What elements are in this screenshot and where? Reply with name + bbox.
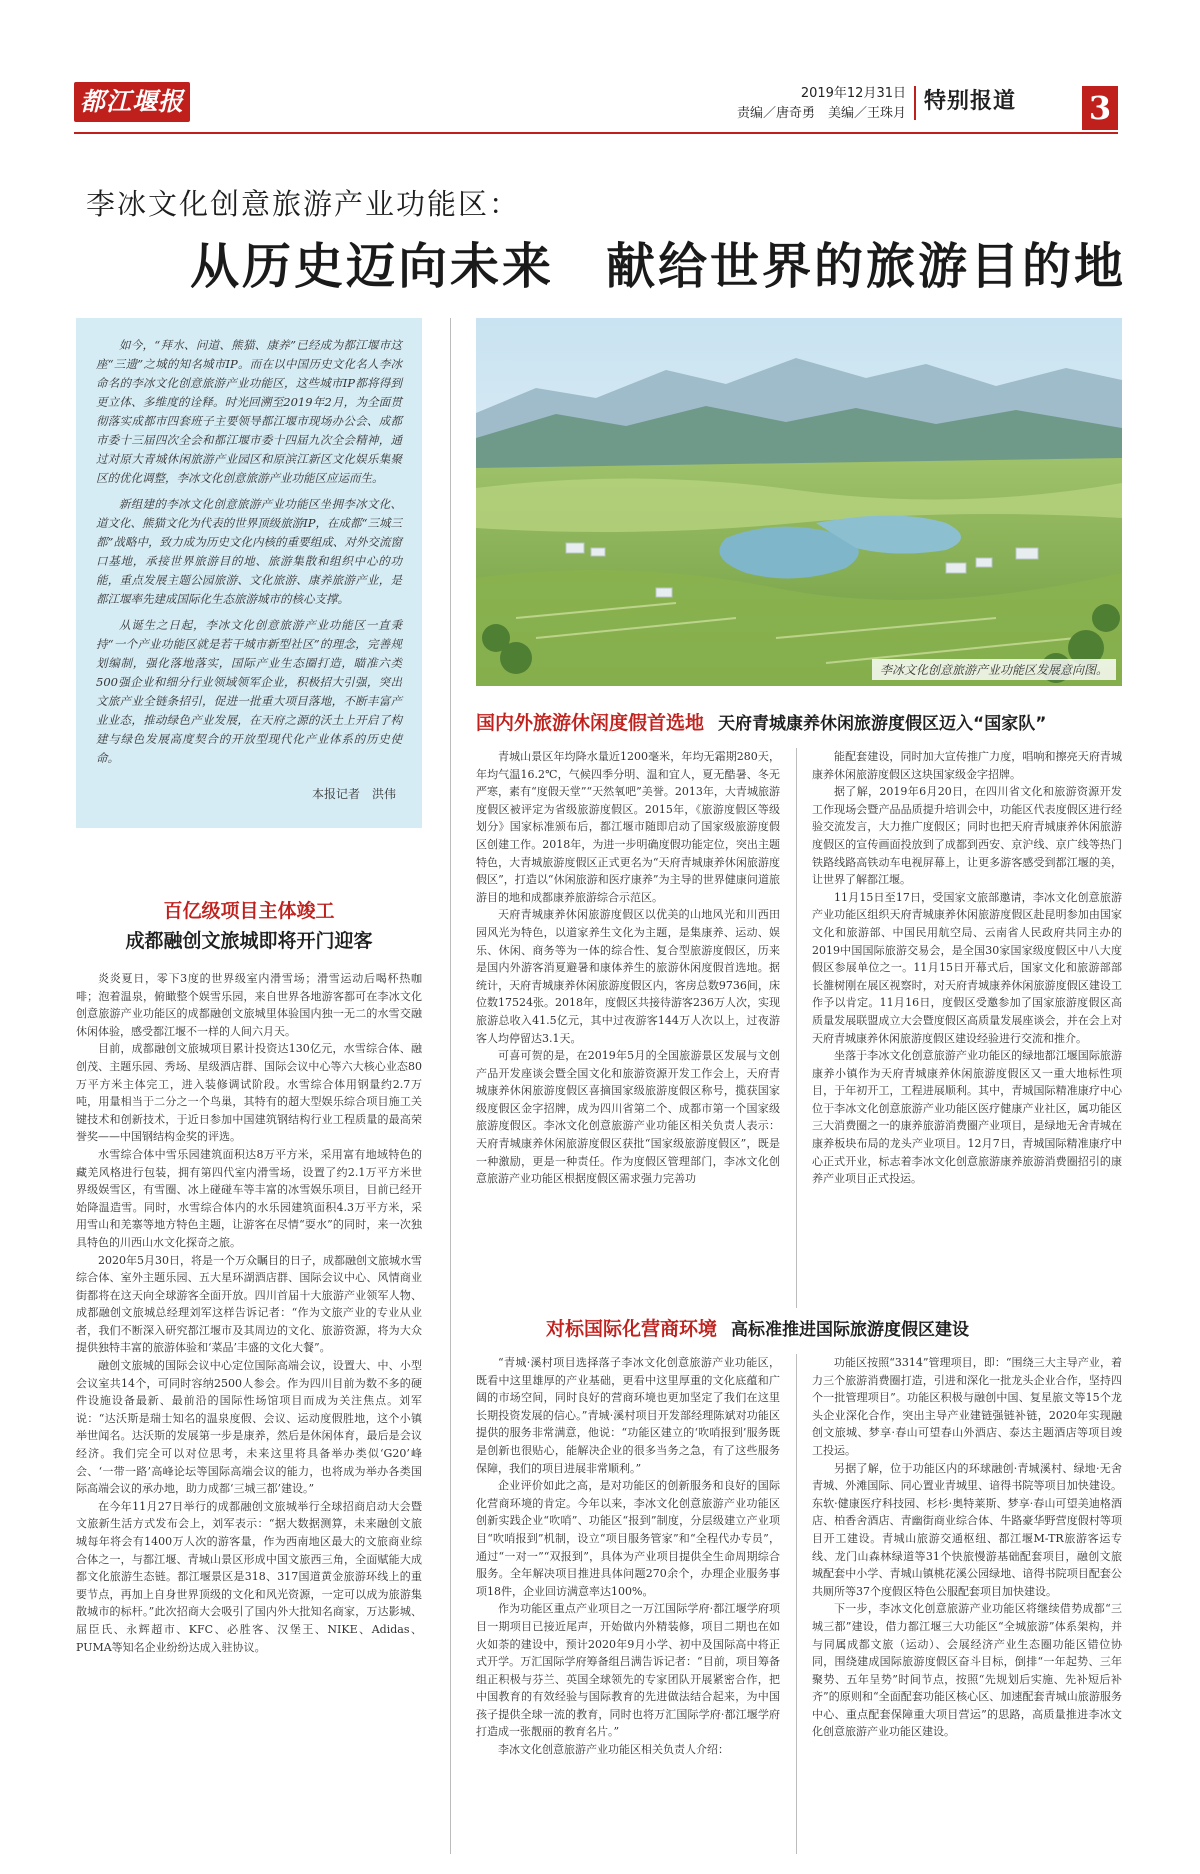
body-paragraph: 作为功能区重点产业项目之一万江国际学府·都江堰学府项目一期项目已接近尾声，开始做内外精装修，项目二期也在如火如荼的建设中，预计2020年9月小学、初中及国际高中将正式开学。万汇国际学府筹备组吕满告诉记者：“目前，项目筹备组正积极与芬兰、英国全球领先的专家团队开展紧密合作，把中国教育的有效经验与国际教育的先进做法结合起来，为中国孩子提供全球一流的教育，同时也将万汇国际学府·都江堰学府打造成一张靓丽的教育名片。”	[476, 1602, 780, 1739]
column-divider	[450, 318, 451, 1854]
body-paragraph: 炎炎夏日，零下3度的世界级室内滑雪场；滑雪运动后喝杯热咖啡；泡着温泉，俯瞰整个娱雪乐园，来自世界各地游客都可在李冰文化创意旅游产业功能区的成都融创文旅城里体验国内独一无二的水雪交融休闲体验，感受都江堰不一样的人间六月天。	[76, 972, 422, 1038]
body-paragraph: 下一步，李冰文化创意旅游产业功能区将继续借势成都“三城三都”建设，借力都江堰三大功能区“全城旅游”体系架构，并与同属成都文旅（运动）、会展经济产业生态圈功能区错位协同，围绕建成国际旅游度假区奋斗目标，倒排“一年起势、三年聚势、五年呈势”时间节点，按照“先规划后实施、先补短后补齐”的原则和“全面配套功能区核心区、加速配套青城山旅游服务中心、重点配套保障重大项目营运”的思路，高质量推进李冰文化创意旅游产业功能区建设。	[812, 1602, 1122, 1739]
section-name: 特别报道	[924, 89, 1017, 114]
body-paragraph: 融创文旅城的国际会议中心定位国际高端会议，设置大、中、小型会议室共14个，可同时容纳2500人参会。作为四川目前为数不多的硬件设施设备最新、最前沿的国际性场馆项目而成为关注焦点。刘军说：“达沃斯是瑞士知名的温泉度假、会议、运动度假胜地，这个小镇举世闻名。达沃斯的发展第一步是康养，然后是休闲体育，最后是会议经济。我们完全可以对位思考，未来这里将具备举办类似‘G20’峰会、‘一带一路’高峰论坛等国际高端会议的能力，也将成为举办各类国际高端会议的承办地，助力成都‘三城三都’建设。”	[76, 1359, 422, 1496]
page-title: 从历史迈向未来 献给世界的旅游目的地	[190, 237, 1127, 295]
section2-heading-black: 高标准推进国际旅游度假区建设	[731, 1320, 970, 1340]
section1-column-a	[476, 748, 780, 1308]
column-divider	[796, 748, 797, 1308]
body-paragraph: 企业评价如此之高，是对功能区的创新服务和良好的国际化营商环境的肯定。今年以来，李冰文化创意旅游产业功能区创新实践企业“吹哨”、功能区“报到”制度，分层级建立产业项目“吹哨报到”机制，设立“项目服务管家”和“全程代办专员”，通过“一对一”“双报到”，具体为产业项目提供全生命周期综合服务。全年解决项目推进具体问题270余个，办理企业服务事项18件，企业回访满意率达100%。	[476, 1479, 780, 1598]
body-paragraph: 在今年11月27日举行的成都融创文旅城举行全球招商启动大会暨文旅新生活方式发布会上，刘军表示：“据大数据测算，未来融创文旅城每年将会有1400万人次的游客量，作为西南地区最大的文旅商业综合体之一，与都江堰、青城山景区形成中国文旅西三角，全面赋能大成都文化旅游生态链。都江堰景区是318、317国道黄金旅游环线上的重要节点，再加上自身世界顶级的文化和风光资源，一定可以成为旅游集散城市的标杆。”此次招商大会吸引了国内外大批知名商家，万达影城、屈臣氏、永辉超市、KFC、必胜客、汉堡王、NIKE、Adidas、PUMA等知名企业纷纷达成入驻协议。	[76, 1499, 422, 1654]
section1-heading-red: 国内外旅游休闲度假首选地	[476, 712, 705, 734]
header-rule	[74, 132, 1118, 134]
body-paragraph: 天府青城康养休闲旅游度假区以优美的山地风光和川西田园风光为特色，以道家养生文化为主题，是集康养、运动、娱乐、休闲、商务等为一体的综合性、复合型旅游度假区，历来是国内外游客消夏避暑和康体养生的旅游休闲度假首选地。据统计，天府青城康养休闲旅游度假区内，客房总数9736间，床位数17524张。2018年，度假区共接待游客236万人次，实现旅游总收入41.5亿元，其中过夜游客144万人次以上，过夜游客人均停留达3.1天。	[476, 908, 780, 1045]
body-paragraph: 青城山景区年均降水量近1200毫米，年均无霜期280天，年均气温16.2℃，气候四季分明、温和宜人，夏无酷暑、冬无严寒，素有“度假天堂”“天然氧吧”美誉。2013年，大青城旅游度假区被评定为省级旅游度假区。2015年，《旅游度假区等级划分》国家标准颁布后，都江堰市随即启动了国家级旅游度假区创建工作。2018年，为进一步明确度假功能定位，突出主题特色，大青城旅游度假区正式更名为“天府青城康养休闲旅游度假区”，打造以“休闲旅游和医疗康养”为主导的世界健康问道旅游目的地和成都康养旅游综合示范区。	[476, 750, 780, 904]
column-divider	[796, 1354, 797, 1854]
intro-paragraph: 如今，“拜水、问道、熊猫、康养”已经成为都江堰市这座“三遗”之城的知名城市IP。而在以中国历史文化名人李冰命名的李冰文化创意旅游产业功能区，这些城市IP都将得到更立体、多维度的诠释。时光回溯至2019年2月，为全面贯彻落实成都市四套班子主要领导都江堰市现场办公会、成都市委十三届四次全会和都江堰市委十四届九次全会精神，通过对原大青城休闲旅游产业园区和原滨江新区文化娱乐集聚区的优化调整，李冰文化创意旅游产业功能区应运而生。	[96, 338, 402, 485]
body-paragraph: 11月15日至17日，受国家文旅部邀请，李冰文化创意旅游产业功能区组织天府青城康养休闲旅游度假区赴昆明参加由国家文化和旅游部、中国民用航空局、云南省人民政府共同主办的2019中国国际旅游交易会，是全国30家国家级度假区中八大度假区参展单位之一。11月15日开幕式后，国家文化和旅游部部长雒树刚在展区视察时，对天府青城康养休闲旅游度假区建设工作予以肯定。11月16日，度假区受邀参加了国家旅游度假区高质量发展联盟成立大会暨度假区高质量发展座谈会，并在会上对天府青城康养休闲旅游度假区建设经验进行交流和推介。	[812, 890, 1122, 1045]
hero-illustration	[476, 318, 1122, 686]
section2-column-b	[812, 1354, 1122, 1854]
issue-date: 2019年12月31日	[800, 86, 906, 101]
section3-column	[76, 970, 422, 1854]
body-paragraph: 据了解，2019年6月20日，在四川省文化和旅游资源开发工作现场会暨产品品质提升培训会中，功能区代表度假区进行经验交流发言，大力推广度假区；同时也把天府青城康养休闲旅游度假区的宣传画面投放到了成都到西安、京沪线、京广线等热门铁路线路高铁动车电视屏幕上，让更多游客感受到都江堰的美，让世界了解都江堰。	[812, 785, 1122, 887]
body-paragraph: 另据了解，位于功能区内的环球融创·青城溪村、绿地·无舍青城、外滩国际、同心置业青城里、谙得书院等项目加快建设。东软·健康医疗科技园、杉杉·奥特莱斯、梦享·春山可望美迪格酒店、柏香舍酒店、青幽街商业综合体、牛路豪华野营度假村等项目开工建设。青城山旅游交通枢纽、都江堰M-TR旅游客运专线、龙门山森林绿道等31个快旅慢游基础配套项目，融创文旅城配套中小学、青城山镇桃花溪公园绿地、谙得书院项目配套公共厕所等37个度假区特色公服配套项目加快建设。	[812, 1461, 1122, 1598]
header-divider	[914, 86, 916, 120]
intro-paragraph: 新组建的李冰文化创意旅游产业功能区坐拥李冰文化、道文化、熊猫文化为代表的世界顶级旅游IP，在成都“三城三都”战略中，致力成为历史文化内核的重要组成、对外交流窗口基地，承接世界旅游目的地、旅游集散和组织中心的功能，重点发展主题公园旅游、文化旅游、康养旅游产业，是都江堰率先建成国际化生态旅游城市的核心支撑。	[96, 497, 402, 606]
body-paragraph: 能配套建设，同时加大宣传推广力度，唱响和擦亮天府青城康养休闲旅游度假区这块国家级金字招牌。	[812, 750, 1122, 781]
intro-box	[76, 318, 422, 828]
page-number: 3	[1082, 86, 1118, 130]
landscape-image	[476, 318, 1122, 686]
intro-paragraph: 从诞生之日起，李冰文化创意旅游产业功能区一直秉持“一个产业功能区就是若干城市新型社区”的理念，完善规划编制，强化落地落实，国际产业生态圈打造，瞄准六类500强企业和细分行业领域领军企业，积极招大引强，突出文旅产业全链条招引，促进一批重大项目落地，不断丰富产业业态，推动绿色产业发展，在天府之源的沃土上开启了构建与绿色发展高度契合的开放型现代化产业体系的历史使命。	[96, 618, 402, 765]
section3-heading-black: 成都融创文旅城即将开门迎客	[125, 930, 373, 952]
section2-heading	[546, 1314, 969, 1341]
section2-column-a	[476, 1354, 780, 1854]
headline-kicker: 李冰文化创意旅游产业功能区：	[86, 187, 521, 221]
section2-heading-red: 对标国际化营商环境	[546, 1318, 718, 1340]
section1-column-b	[812, 748, 1122, 1308]
byline: 本报记者 洪伟	[311, 787, 396, 801]
image-caption: 李冰文化创意旅游产业功能区发展意向图。	[872, 659, 1116, 680]
body-paragraph: 水雪综合体中雪乐园建筑面积达8万平方米，采用富有地域特色的藏羌风格进行包装，拥有第四代室内滑雪场，设置了约2.1万平方米世界级娱雪区，有雪圈、冰上碰碰车等丰富的冰雪娱乐项目，目前已经开始降温造雪。同时，水雪综合体内的水乐园建筑面积4.3万平方米，采用雪山和羌寨等地方特色主题，让游客在尽情“耍水”的同时，来一次独具特色的川西山水文化探奇之旅。	[76, 1147, 422, 1249]
body-paragraph: 可喜可贺的是，在2019年5月的全国旅游景区发展与文创产品开发座谈会暨全国文化和旅游资源开发工作会上，天府青城康养休闲旅游度假区喜摘国家级旅游度假区称号，揽获国家级度假区金字招牌，成为四川省第二个、成都市第一个国家级旅游度假区。李冰文化创意旅游产业功能区相关负责人表示：天府青城康养休闲旅游度假区获批“国家级旅游度假区”，既是一种激励，更是一种责任。作为度假区管理部门，李冰文化创意旅游产业功能区根据度假区需求强力完善功	[476, 1049, 780, 1186]
body-paragraph: 功能区按照“3314”管理项目，即：“围绕三大主导产业，着力三个旅游消费圈打造，引进和深化一批龙头企业合作，坚持四个一批管理项目”。功能区积极与融创中国、复星旅文等15个龙头企业深化合作，突出主导产业建链强链补链，2020年实现融创文旅城、梦享·春山可望春山外酒店、泰达主题酒店等项目竣工投运。	[812, 1356, 1122, 1457]
body-paragraph: 李冰文化创意旅游产业功能区相关负责人介绍：	[498, 1743, 729, 1757]
body-paragraph: 目前，成都融创文旅城项目累计投资达130亿元，水雪综合体、融创茂、主题乐园、秀场、星级酒店群、国际会议中心等六大核心业态80万平方米主体完工，进入装修调试阶段。水雪综合体用钢量约2.7万吨，用量相当于二分之一个鸟巢，其特有的超大型娱乐综合项目施工关键技术和创新技术，于近日参加中国建筑钢结构行业工程质量的最高荣誉奖——中国钢结构金奖的评选。	[76, 1042, 422, 1144]
body-paragraph: 坐落于李冰文化创意旅游产业功能区的绿地都江堰国际旅游康养小镇作为天府青城康养休闲旅游度假区又一重大地标性项目，于年初开工，工程进展顺利。其中，青城国际精准康疗中心位于李冰文化创意旅游产业功能区医疗健康产业社区，属功能区三大消费圈之一的康养旅游消费圈产业项目，是绿地无舍青城在康养板块布局的龙头产业项目。12月7日，青城国际精准康疗中心正式开业，标志着李冰文化创意旅游康养旅游消费圈招引的康养产业项目正式投运。	[812, 1049, 1122, 1186]
masthead	[74, 78, 1118, 130]
newspaper-logo: 都江堰报	[74, 82, 190, 122]
body-paragraph: 2020年5月30日，将是一个万众瞩目的日子，成都融创文旅城水雪综合体、室外主题乐园、五大星环湖酒店群、国际会议中心、风情商业街都将在这天向全球游客全面开放。四川首届十大旅游产业领军人物、成都融创文旅城总经理刘军这样告诉记者：“作为文旅产业的专业从业者，我们不断深入研究都江堰市及其周边的文化、旅游资源，将为大众提供独特丰富的旅游体验和‘菜品’丰盛的文化大餐”。	[76, 1253, 422, 1355]
body-paragraph: “青城·溪村项目选择落子李冰文化创意旅游产业功能区，既看中这里雄厚的产业基础，更看中这里厚重的文化底蕴和广阔的市场空间，同时良好的营商环境也更加坚定了我们在这里长期投资发展的信心。”青城·溪村项目开发部经理陈斌对功能区提供的服务非常满意，他说：“功能区建立的‘吹哨报到’服务既是创新也很贴心，能解决企业的很多当务之急，有了这些服务保障，我们的项目进展非常顺利。”	[476, 1356, 780, 1475]
section3-heading-red: 百亿级项目主体竣工	[163, 900, 335, 922]
section1-heading-black: 天府青城康养休闲旅游度假区迈入“国家队”	[718, 714, 1047, 734]
editors-credit: 责编／唐奇勇 美编／王珠月	[736, 106, 906, 121]
header-info	[654, 80, 1074, 126]
section1-heading	[476, 708, 1046, 735]
